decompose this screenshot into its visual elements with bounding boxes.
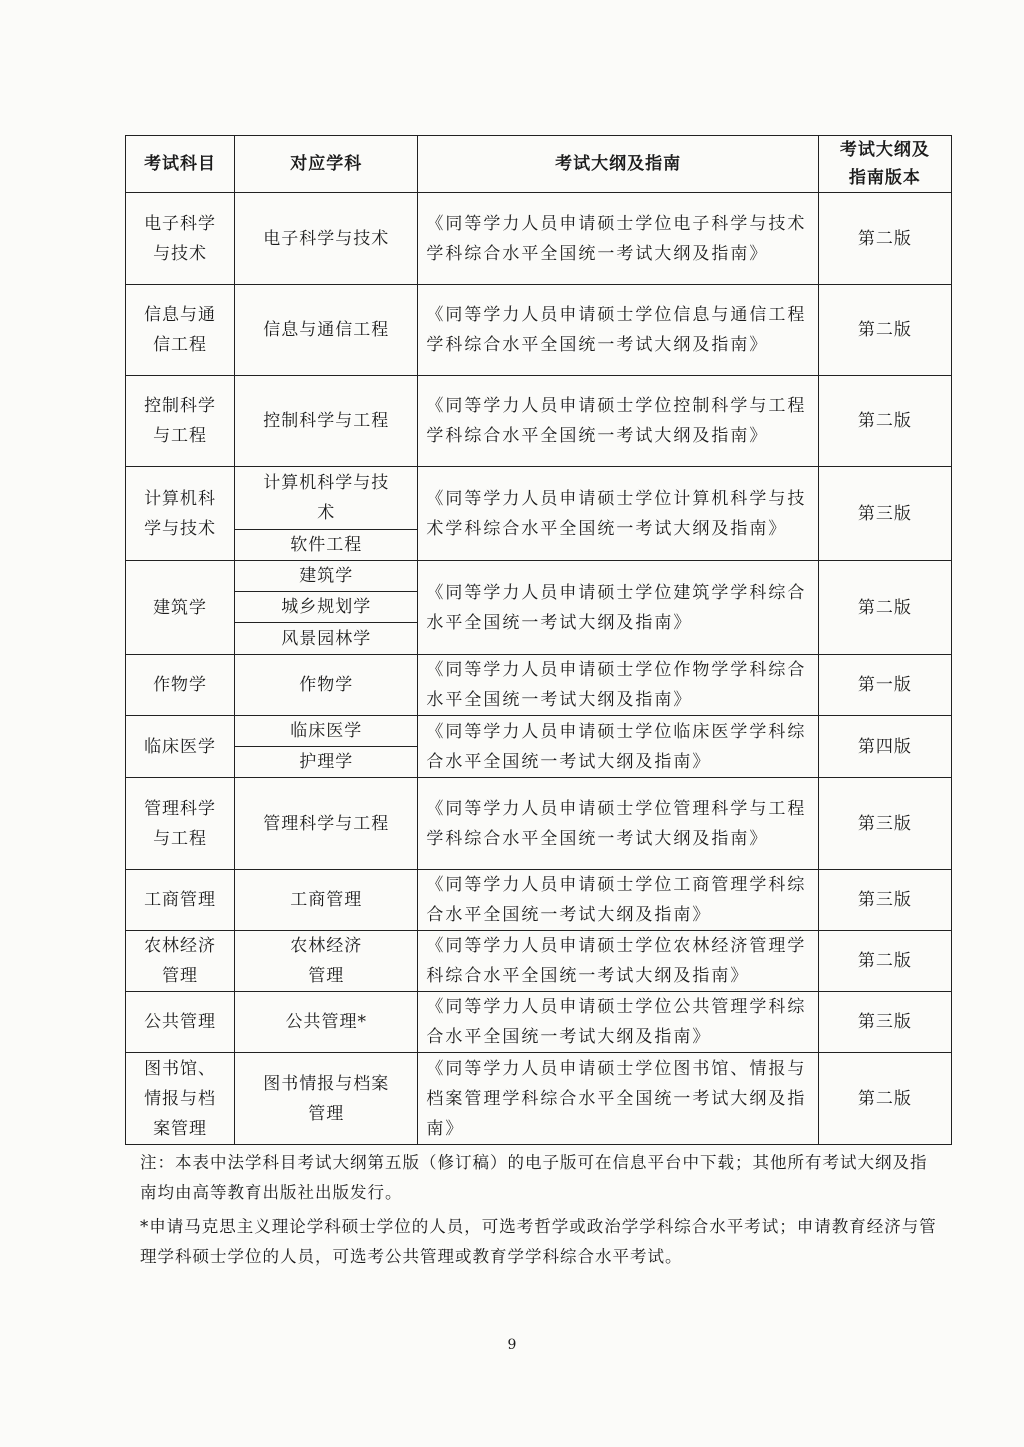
table-row (126, 285, 952, 376)
guide-cell: 《同等学力人员申请硕士学位建筑学学科综合水平全国统一考试大纲及指南》 (418, 561, 818, 655)
version-cell: 第二版 (818, 285, 951, 376)
discipline-cell: 工商管理 (235, 870, 418, 931)
subject-cell: 信息与通 信工程 (126, 285, 235, 376)
guide-cell: 《同等学力人员申请硕士学位电子科学与技术学科综合水平全国统一考试大纲及指南》 (418, 193, 818, 285)
guide-cell: 《同等学力人员申请硕士学位公共管理学科综合水平全国统一考试大纲及指南》 (418, 992, 818, 1053)
version-cell: 第二版 (818, 193, 951, 285)
subject-cell: 工商管理 (126, 870, 235, 931)
subject-cell: 建筑学 (126, 561, 235, 655)
discipline-cell: 公共管理* (235, 992, 418, 1053)
page-number: 9 (507, 1337, 517, 1353)
discipline-cell: 软件工程 (235, 530, 418, 561)
discipline-cell: 风景园林学 (235, 623, 418, 655)
subject-cell: 电子科学 与技术 (126, 193, 235, 285)
table-row (126, 778, 952, 870)
version-cell: 第二版 (818, 1053, 951, 1145)
version-cell: 第三版 (818, 992, 951, 1053)
table-notes (140, 1148, 940, 1272)
discipline-cell: 电子科学与技术 (235, 193, 418, 285)
subject-cell: 图书馆、 情报与档 案管理 (126, 1053, 235, 1145)
subject-cell: 管理科学 与工程 (126, 778, 235, 870)
version-cell: 第二版 (818, 376, 951, 467)
guide-cell: 《同等学力人员申请硕士学位信息与通信工程学科综合水平全国统一考试大纲及指南》 (418, 285, 818, 376)
version-cell: 第二版 (818, 561, 951, 655)
discipline-cell: 信息与通信工程 (235, 285, 418, 376)
guide-cell: 《同等学力人员申请硕士学位临床医学学科综合水平全国统一考试大纲及指南》 (418, 716, 818, 778)
discipline-cell: 农林经济 管理 (235, 931, 418, 992)
guide-cell: 《同等学力人员申请硕士学位图书馆、情报与档案管理学科综合水平全国统一考试大纲及指南》 (418, 1053, 818, 1145)
table-row (126, 467, 952, 530)
subject-cell: 公共管理 (126, 992, 235, 1053)
table-row (126, 376, 952, 467)
version-cell: 第三版 (818, 467, 951, 561)
version-cell: 第三版 (818, 870, 951, 931)
guide-cell: 《同等学力人员申请硕士学位管理科学与工程学科综合水平全国统一考试大纲及指南》 (418, 778, 818, 870)
guide-cell: 《同等学力人员申请硕士学位作物学学科综合水平全国统一考试大纲及指南》 (418, 655, 818, 716)
exam-syllabus-table (125, 135, 952, 1145)
table-row (126, 992, 952, 1053)
note-source: 注：本表中法学科目考试大纲第五版（修订稿）的电子版可在信息平台中下载；其他所有考试大纲及指南均由高等教育出版社出版发行。 (140, 1153, 928, 1202)
subject-cell: 计算机科 学与技术 (126, 467, 235, 561)
discipline-cell: 计算机科学与技 术 (235, 467, 418, 530)
table-row (126, 655, 952, 716)
discipline-cell: 护理学 (235, 747, 418, 778)
subject-cell: 控制科学 与工程 (126, 376, 235, 467)
header-version: 考试大纲及 指南版本 (818, 136, 951, 193)
table-row (126, 193, 952, 285)
subject-cell: 农林经济 管理 (126, 931, 235, 992)
note-asterisk: *申请马克思主义理论学科硕士学位的人员，可选考哲学或政治学学科综合水平考试；申请教育经济与管理学科硕士学位的人员，可选考公共管理或教育学学科综合水平考试。 (140, 1217, 937, 1266)
version-cell: 第一版 (818, 655, 951, 716)
version-cell: 第四版 (818, 716, 951, 778)
discipline-cell: 建筑学 (235, 561, 418, 592)
header-subject: 考试科目 (126, 136, 235, 193)
version-cell: 第二版 (818, 931, 951, 992)
header-guide: 考试大纲及指南 (418, 136, 818, 193)
table-row (126, 716, 952, 747)
table-row (126, 870, 952, 931)
subject-cell: 临床医学 (126, 716, 235, 778)
discipline-cell: 临床医学 (235, 716, 418, 747)
discipline-cell: 城乡规划学 (235, 592, 418, 623)
table-header-row (126, 136, 952, 193)
discipline-cell: 控制科学与工程 (235, 376, 418, 467)
discipline-cell: 图书情报与档案 管理 (235, 1053, 418, 1145)
table-row (126, 931, 952, 992)
guide-cell: 《同等学力人员申请硕士学位控制科学与工程学科综合水平全国统一考试大纲及指南》 (418, 376, 818, 467)
guide-cell: 《同等学力人员申请硕士学位农林经济管理学科综合水平全国统一考试大纲及指南》 (418, 931, 818, 992)
discipline-cell: 管理科学与工程 (235, 778, 418, 870)
table-row (126, 561, 952, 592)
version-cell: 第三版 (818, 778, 951, 870)
subject-cell: 作物学 (126, 655, 235, 716)
table-row (126, 1053, 952, 1145)
discipline-cell: 作物学 (235, 655, 418, 716)
header-discipline: 对应学科 (235, 136, 418, 193)
guide-cell: 《同等学力人员申请硕士学位工商管理学科综合水平全国统一考试大纲及指南》 (418, 870, 818, 931)
guide-cell: 《同等学力人员申请硕士学位计算机科学与技术学科综合水平全国统一考试大纲及指南》 (418, 467, 818, 561)
